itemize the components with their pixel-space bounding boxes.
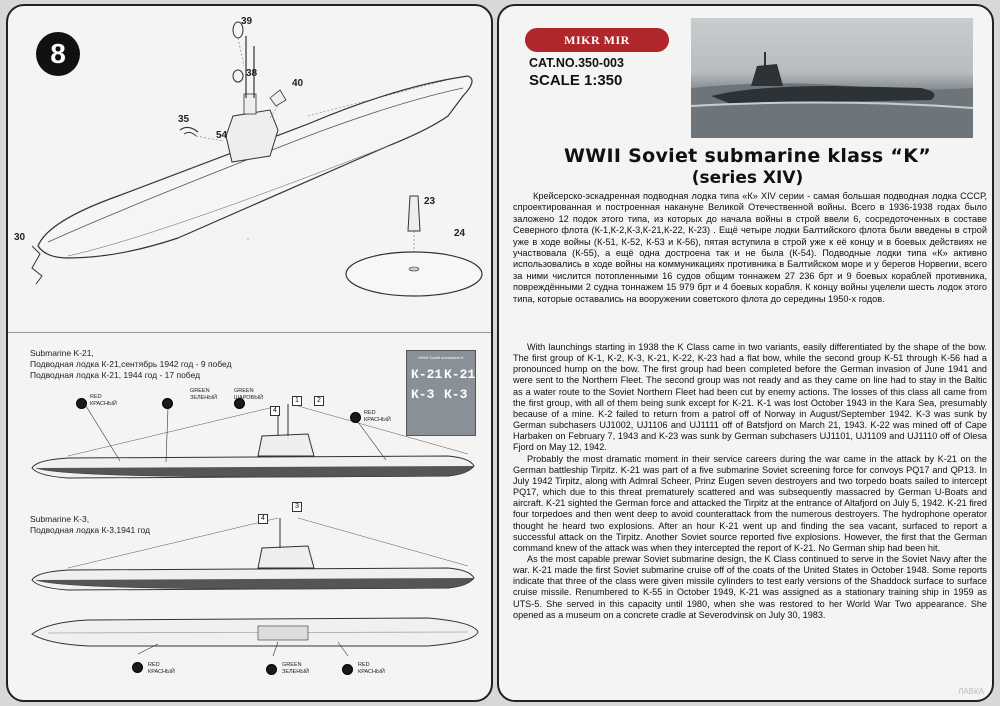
color-marker-red xyxy=(342,664,353,675)
decal-item: К-3 xyxy=(411,387,435,402)
part-callout: 24 xyxy=(454,228,466,239)
profile-caption-k21: Submarine K-21, Подводная лодка К-21,сентябрь 1942 год - 9 побед Подводная лодка К-21, 1944 год - 17 побед xyxy=(30,348,232,380)
catalog-number: CAT.NO.350-003 xyxy=(529,56,624,70)
color-label-red: RED КРАСНЫЙ xyxy=(148,662,175,675)
color-marker-red xyxy=(350,412,361,423)
color-label-red: RED КРАСНЫЙ xyxy=(358,662,385,675)
decal-position-marker: 3 xyxy=(292,502,302,512)
step-number-badge: 8 xyxy=(36,32,80,76)
document-subtitle: (series XIV) xyxy=(691,168,804,188)
part-callout: 54 xyxy=(216,130,228,141)
color-marker-green xyxy=(162,398,173,409)
part-callout: 40 xyxy=(292,78,304,89)
color-marker-red xyxy=(132,662,143,673)
color-label-green: GREEN ЗЕЛЕНЫЙ xyxy=(190,388,218,401)
instruction-page-left xyxy=(6,4,493,702)
color-marker-red xyxy=(76,398,87,409)
submarine-photo xyxy=(691,18,973,138)
color-marker-green xyxy=(266,664,277,675)
color-label-red: RED КРАСНЫЙ xyxy=(90,394,117,407)
part-callout: 39 xyxy=(241,16,253,27)
decal-item: К-3 xyxy=(444,387,468,402)
color-label-green: GREEN ЗЕЛЕНЫЙ xyxy=(282,662,310,675)
part-callout: 23 xyxy=(424,196,436,207)
painting-profiles xyxy=(8,6,493,702)
decal-position-marker: 1 xyxy=(292,396,302,406)
history-paragraph: Probably the most dramatic moment in their service careers during the war came in the attack by K-21 on the German battleship Tirpitz. K-21 was part of a five submarine Soviet screening force for convoys PQ17 and QP13. In July 1942 Tirpitz, along with Admral Scheer, Prinz Eugen seven destroyers and two torpedo boats sailed to intercept PQ17, which due to this threat prematurely scattered and was subsequently massacred by German U-Boats and aircraft. K-21 sighted the German force and attacked the Tirpitz at the entrance of Altafjord on July 5, 1942. K-21 fired four torpedoes and then went deep to avoid counterattack from the numerous destroyers. The hydrophone operator thought he heard two explosions. After an hour K-21 went up and finding the sea vacant, surfaced to report a successful attack on the Tirpitz. Another Soviet source reported five explosions. However, the first that the German command knew of the attack was when they intercepted the report of K-21. No German ship had been hit. xyxy=(513,453,987,553)
decal-item: К-21 xyxy=(411,367,443,382)
model-scale: SCALE 1:350 xyxy=(529,72,623,89)
russian-description: Крейсерско-эскадренная подводная лодка типа «К» XIV серии - самая большая подводная лодка СССР, спроектированная и построенная накануне Великой Отечественной войны. Всего в 1936-1938 годах было заложено 12 подок этого типа, из которых до начала войны в строй ввели 6, сосредоточенных в составе Северного флота (К-1,К-2,К-3,К-21,К-22, К-23) . Ещё четыре лодки Балтийского флота были введены в строй уже в ходе войны (К-51, К-52, К-53 и К-56), пятая вступила в строй уже к её концу и в боевых действиях не участвовала (К-55), а ещё одна достроена так и не была (К-54). Подводные лодки типа «К» активно использовались в ходе войны на коммуникациях противника в Балтийском море и у берегов Норвегии, всего за ними числится потопленными 16 судов общим тоннажем 27 236 брт и 9 боевых кораблей противника, повреждёнными 2 судна тоннажем 15 979 брт и 4 боевых корабля. К концу войны уцелели шесть лодок этого типа, которые оставались на вооружении советского флота до середины 1950-х годов. xyxy=(513,191,987,304)
watermark: ЛАВКА xyxy=(958,687,984,696)
part-callout: 38 xyxy=(246,68,258,79)
profile-caption-k3: Submarine K-3, Подводная лодка К-3,1941 год xyxy=(30,514,151,535)
part-callout: 30 xyxy=(14,232,26,243)
decal-position-marker: 4 xyxy=(270,406,280,416)
history-paragraph: With launchings starting in 1938 the K Class came in two variants, easily differentiated by the shape of the bow. The first group of K-1, K-2, K-3, K-21, K-22, K-23 had a flat bow, while the second group K-51 through K-56 had a pronounced hump on the bow. The first group had been completed before the German invasion of June 1941 and were sent to the Northern Fleet. The second group was not ready and as they came on line had to stay in the Baltic as a water route to the Soviet Northern Fleet had been cut by enemy actions. The losses of this class all came from the first group, with all of them being sunk except for K-21. K-1 was lost October 1943 in the Kara Sea, presumably because of a mine. K-2 failed to return from a patrol off of Norway in August/September 1942. K-3 was sunk by German subchasers UJ1002, UJ1106 and UJ1111 off of Batsfjord on March 21, 1943. K-22 was mined off of Cape Harbaken on February 7, 1943 and K-23 was sunk by German subchasers UJ1101, UJ1109 and UJ1110 off of Olesa Fjord on May 12, 1942. xyxy=(513,342,987,453)
decal-item: К-21 xyxy=(444,367,476,382)
english-description xyxy=(513,342,987,621)
history-paragraph: As the most capable prewar Soviet submarine design, the K Class continued to serve in the Soviet Navy after the war. K-21 made the first Soviet submarine cruise off of the coats of the United States in October 1948. Some reports indicate that three of the class were given missile cylinders to test early versions of the Shaddock surface to surface cruise missile. Renumbered to K-55 in October 1949, K-21 was assigned as a stationary training ship in 1959 as UTS-5. She served in this capacity until 1980, when she was restored to her World War Two appearance. She opened as a museum on a concrete cradle at Severodvinsk on July 30, 1983. xyxy=(513,553,987,620)
color-label-red: RED КРАСНЫЙ xyxy=(364,410,391,423)
document-title: WWII Soviet submarine klass “K” xyxy=(563,145,932,167)
decal-position-marker: 4 xyxy=(258,514,268,524)
brand-logo: MIKR MIR xyxy=(525,28,669,52)
instruction-page-right xyxy=(497,4,994,702)
decal-sheet-title: WWII Soviet submarine K xyxy=(418,355,464,360)
part-callout: 35 xyxy=(178,114,190,125)
color-label-green-ball: GREEN ШАРОВЫЙ xyxy=(234,388,264,401)
decal-position-marker: 2 xyxy=(314,396,324,406)
